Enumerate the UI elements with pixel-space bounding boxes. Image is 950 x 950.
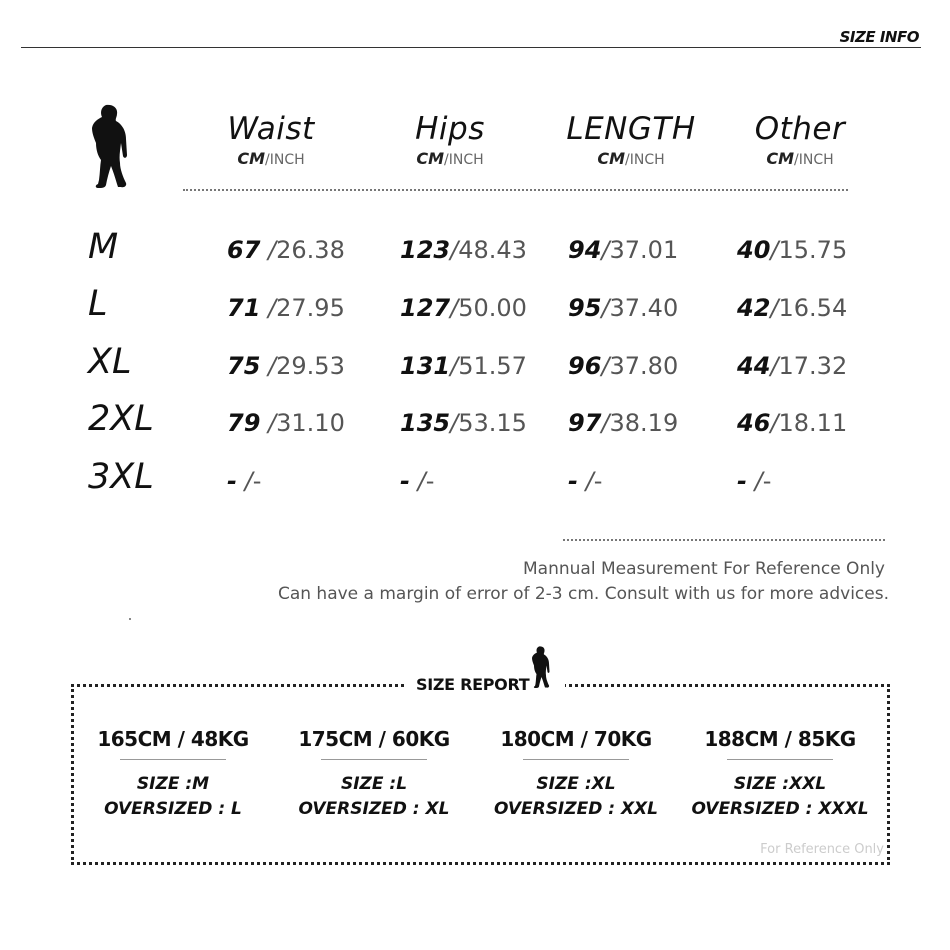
entry-underline	[523, 759, 629, 760]
oversized-size: OVERSIZED : XXXL	[691, 799, 869, 819]
margin-note: Can have a margin of error of 2-3 cm. Consult with us for more advices.	[277, 584, 889, 604]
cell-xl-hips: 131/51.57	[400, 352, 527, 380]
cell-xl-length: 96/37.80	[568, 352, 679, 380]
height-weight: 165CM / 48KG	[97, 727, 249, 751]
oversized-size: OVERSIZED : XL	[298, 799, 450, 819]
report-entry	[274, 726, 474, 822]
oversized-size: OVERSIZED : XXL	[493, 799, 658, 819]
column-unit: CM/INCH	[597, 149, 665, 168]
column-unit: CM/INCH	[237, 149, 305, 168]
column-name: LENGTH	[566, 111, 696, 147]
reference-note: Mannual Measurement For Reference Only	[523, 559, 885, 579]
cell-xl-waist: 75 /29.53	[227, 352, 345, 380]
reference-footnote: For Reference Only	[760, 842, 884, 857]
header-dotted-divider	[183, 189, 848, 191]
cell-m-other: 40/15.75	[737, 236, 848, 264]
column-name: Hips	[415, 111, 485, 147]
cell-3xl-waist: - /-	[227, 467, 262, 495]
size-label-xl: XL	[88, 342, 132, 382]
column-name: Waist	[227, 111, 315, 147]
size-label-2xl: 2XL	[88, 399, 154, 439]
column-unit: CM/INCH	[766, 149, 834, 168]
report-title: SIZE REPORT	[416, 675, 530, 694]
report-entry	[73, 726, 273, 822]
height-weight: 180CM / 70KG	[500, 727, 652, 751]
cell-m-waist: 67 /26.38	[227, 236, 345, 264]
cell-2xl-other: 46/18.11	[737, 409, 848, 437]
page-title: SIZE INFO	[839, 28, 919, 46]
cell-l-waist: 71 /27.95	[227, 294, 345, 322]
cell-l-other: 42/16.54	[737, 294, 848, 322]
ape-figure-icon	[86, 103, 130, 189]
cell-m-hips: 123/48.43	[400, 236, 527, 264]
recommended-size: SIZE :M	[136, 774, 210, 794]
entry-underline	[120, 759, 226, 760]
recommended-size: SIZE :L	[340, 774, 408, 794]
cell-xl-other: 44/17.32	[737, 352, 848, 380]
column-header-other	[715, 110, 885, 171]
size-label-3xl: 3XL	[88, 457, 154, 497]
cell-3xl-length: - /-	[568, 467, 603, 495]
cell-m-length: 94/37.01	[568, 236, 679, 264]
cell-l-length: 95/37.40	[568, 294, 679, 322]
ape-figure-icon	[529, 643, 551, 691]
entry-underline	[727, 759, 833, 760]
report-entry	[476, 726, 676, 822]
height-weight: 175CM / 60KG	[298, 727, 450, 751]
cell-2xl-hips: 135/53.15	[400, 409, 527, 437]
column-header-waist	[186, 110, 356, 171]
cell-l-hips: 127/50.00	[400, 294, 527, 322]
column-header-hips	[365, 110, 535, 171]
speck	[129, 618, 131, 620]
column-name: Other	[754, 111, 846, 147]
cell-2xl-length: 97/38.19	[568, 409, 679, 437]
height-weight: 188CM / 85KG	[704, 727, 856, 751]
report-entry	[680, 726, 880, 822]
recommended-size: SIZE :XL	[536, 774, 616, 794]
oversized-size: OVERSIZED : L	[104, 799, 242, 819]
column-header-length	[536, 110, 726, 171]
cell-2xl-waist: 79 /31.10	[227, 409, 345, 437]
size-label-m: M	[88, 227, 119, 267]
column-unit: CM/INCH	[416, 149, 484, 168]
header-divider	[21, 47, 921, 48]
size-label-l: L	[88, 284, 108, 324]
cell-3xl-other: - /-	[737, 467, 772, 495]
recommended-size: SIZE :XXL	[733, 774, 827, 794]
cell-3xl-hips: - /-	[400, 467, 435, 495]
note-dotted-divider	[563, 539, 885, 541]
entry-underline	[321, 759, 427, 760]
